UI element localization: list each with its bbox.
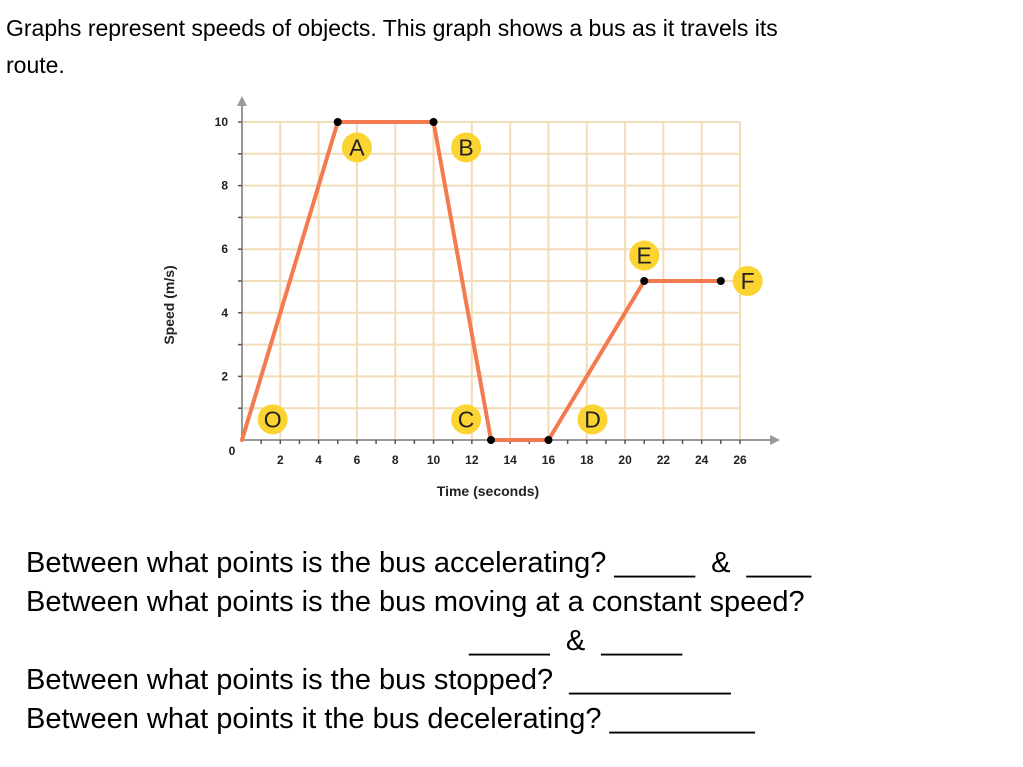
x-tick-label: 6 xyxy=(353,453,361,467)
point-label-c: C xyxy=(457,406,475,433)
question-list xyxy=(26,544,811,739)
x-tick-label: 8 xyxy=(391,453,399,467)
point-label-e: E xyxy=(636,242,652,269)
x-tick-label: 16 xyxy=(541,453,556,467)
data-point xyxy=(334,118,342,126)
x-tick-label: 26 xyxy=(733,453,747,467)
tick-labels xyxy=(215,115,747,467)
question-constant-speed: Between what points is the bus moving at a constant speed? xyxy=(26,586,805,618)
y-tick-label: 6 xyxy=(221,242,228,257)
data-point xyxy=(430,118,438,126)
x-tick-label: 10 xyxy=(426,453,441,467)
x-tick-label: 14 xyxy=(503,453,517,467)
y-tick-label: 10 xyxy=(214,115,228,129)
data-point xyxy=(717,277,725,285)
question-constant-speed-blanks: _____ & _____ xyxy=(26,625,682,657)
y-tick-label: 4 xyxy=(221,305,228,320)
y-axis-title: Speed (m/s) xyxy=(161,265,177,345)
intro-text xyxy=(6,10,1006,84)
data-point xyxy=(544,436,552,444)
intro-line-2: route. xyxy=(6,52,65,78)
data-point xyxy=(640,277,648,285)
x-axis-arrow xyxy=(770,435,780,445)
question-decelerating: Between what points it the bus decelerating? _________ xyxy=(26,703,755,735)
y-tick-label: 2 xyxy=(221,369,228,384)
point-label-a: A xyxy=(349,134,365,161)
x-tick-label: 0 xyxy=(228,444,236,458)
point-label-o: O xyxy=(263,406,282,433)
speed-time-chart xyxy=(150,95,790,515)
y-tick-label: 8 xyxy=(221,178,228,193)
point-label-f: F xyxy=(740,268,755,294)
x-tick-label: 20 xyxy=(618,453,632,467)
x-tick-label: 2 xyxy=(276,453,284,467)
x-tick-label: 24 xyxy=(695,453,709,467)
point-label-d: D xyxy=(584,406,601,433)
x-tick-label: 18 xyxy=(580,453,594,467)
x-tick-label: 22 xyxy=(656,453,671,467)
x-tick-label: 12 xyxy=(465,453,479,467)
question-accelerating: Between what points is the bus accelerating? _____ & ____ xyxy=(26,547,812,579)
x-axis-title: Time (seconds) xyxy=(436,483,540,499)
point-label-b: B xyxy=(458,134,474,161)
y-axis-arrow xyxy=(237,96,247,106)
question-stopped: Between what points is the bus stopped? __________ xyxy=(26,664,731,696)
x-tick-label: 4 xyxy=(315,453,322,467)
data-point xyxy=(487,436,495,444)
intro-line-1: Graphs represent speeds of objects. This graph shows a bus as it travels its xyxy=(6,15,778,41)
